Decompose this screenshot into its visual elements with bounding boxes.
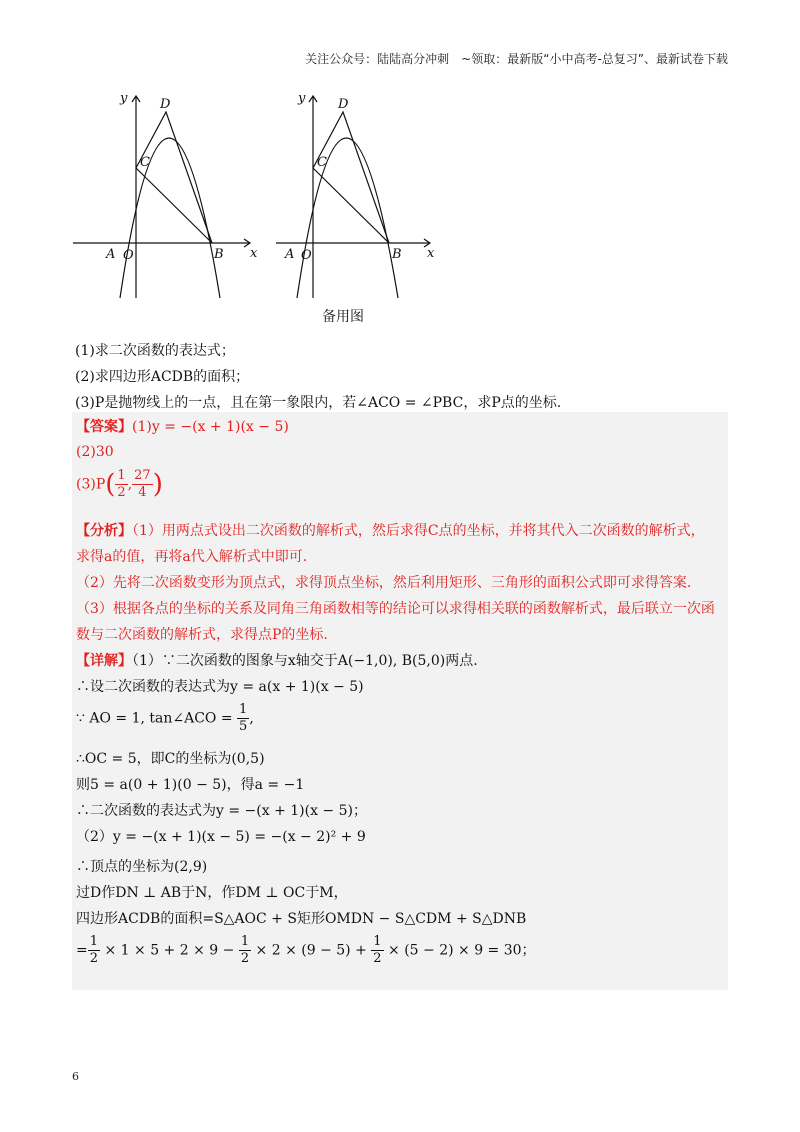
analysis-3: （2）先将二次函数变形为顶点式，求得顶点坐标，然后利用矩形、三角形的面积公式即可求得答案. [76, 575, 692, 591]
question-2: (2)求四边形ACDB的面积； [75, 369, 250, 385]
detail-line-3 [76, 702, 254, 735]
analysis-2: 求得a的值，再将a代入解析式中即可. [76, 549, 308, 565]
label-a: A [106, 247, 116, 262]
detail-2: ∴设二次函数的表达式为y = a(x + 1)(x − 5) [76, 679, 364, 695]
analysis-4: （3）根据各点的坐标的关系及同角三角函数相等的结论可以求得相关联的函数解析式，最后联立一次函 [76, 601, 715, 617]
detail-11-part-c: × 2 × (9 − 5) + [255, 942, 367, 959]
page-header: 关注公众号：陆陆高分冲刺 ~领取：最新版“小中高考-总复习”、最新试卷下载 [305, 52, 728, 66]
detail-11-frac3-d: 2 [373, 951, 382, 966]
parabola-figures [68, 88, 448, 328]
answer-tag: 【答案】 [76, 419, 132, 435]
answer-3-d1: 2 [117, 485, 126, 500]
answer-3-n1: 1 [117, 468, 126, 483]
detail-4: ∴OC = 5，即C的坐标为(0,5) [76, 751, 265, 767]
figure-caption: 备用图 [322, 309, 364, 325]
answer-1: (1)y = −(x + 1)(x − 5) [132, 419, 289, 435]
detail-11-part-b: × 1 × 5 + 2 × 9 − [104, 942, 235, 959]
answer-line-3: (3)P( $\frac{1}{2}$ , $\frac{27}{4}$ ) [76, 468, 163, 500]
label-b-2: B [392, 247, 402, 262]
label-d: D [160, 97, 171, 112]
label-c-2: C [317, 155, 327, 170]
detail-3-suffix: , [249, 710, 254, 727]
label-d-2: D [338, 97, 349, 112]
label-x-2: x [427, 246, 435, 261]
detail-9: 过D作DN ⊥ AB于N，作DM ⊥ OC于M， [76, 885, 348, 901]
analysis-line-1 [76, 520, 705, 540]
answer-2: (2)30 [76, 444, 114, 460]
detail-8: ∴顶点的坐标为(2,9) [76, 859, 208, 875]
label-y: y [120, 91, 128, 106]
analysis-1: （1）用两点式设出二次函数的解析式，然后求得C点的坐标，并将其代入二次函数的解析式， [132, 523, 705, 539]
graph-spare [276, 96, 430, 298]
detail-3-d: 5 [239, 719, 248, 734]
detail-line-1 [76, 650, 478, 670]
detail-7: （2）y = −(x + 1)(x − 5) = −(x − 2)² + 9 [76, 829, 366, 845]
answer-line-1 [76, 416, 289, 436]
detail-tag: 【详解】 [76, 653, 132, 669]
detail-5: 则5 = a(0 + 1)(0 − 5)，得a = −1 [76, 777, 305, 793]
question-3: (3)P是抛物线上的一点，且在第一象限内，若∠ACO = ∠PBC，求P点的坐标. [75, 395, 562, 411]
detail-3-n: 1 [239, 702, 248, 717]
label-y-2: y [298, 91, 306, 106]
label-o: O [123, 248, 134, 263]
detail-11-frac1-d: 2 [89, 951, 99, 966]
answer-3-n2: 27 [134, 468, 151, 483]
detail-11-eq: = [76, 942, 88, 959]
answer-3-d2: 4 [138, 485, 147, 500]
analysis-5: 数与二次函数的解析式，求得点P的坐标. [76, 627, 328, 643]
solution-panel [72, 412, 728, 990]
label-a-2: A [285, 247, 295, 262]
label-x: x [250, 246, 258, 261]
answer-3-prefix: (3)P [76, 476, 106, 493]
detail-11-frac2-d: 2 [240, 951, 250, 966]
graph-main [73, 96, 250, 298]
question-1: (1)求二次函数的表达式； [75, 343, 235, 359]
label-b: B [214, 247, 224, 262]
detail-10: 四边形ACDB的面积=S△AOC + S矩形OMDN − S△CDM + S△DNB [76, 911, 527, 927]
label-o-2: O [301, 248, 312, 263]
detail-line-11 [76, 934, 536, 967]
label-c: C [140, 155, 150, 170]
page-number: 6 [72, 1070, 79, 1083]
parabola-graphs [68, 88, 448, 308]
detail-11-frac3-n: 1 [373, 934, 382, 949]
detail-11-part-d: × (5 − 2) × 9 = 30； [388, 942, 536, 959]
detail-3-prefix: ∵ AO = 1, tan∠ACO = [76, 710, 233, 727]
detail-11-frac1-n: 1 [89, 934, 99, 949]
detail-6: ∴二次函数的表达式为y = −(x + 1)(x − 5)； [76, 803, 367, 819]
detail-1: （1）∵二次函数的图象与x轴交于A(−1,0), B(5,0)两点. [132, 653, 478, 669]
analysis-tag: 【分析】 [76, 523, 132, 539]
detail-11-frac2-n: 1 [240, 934, 250, 949]
